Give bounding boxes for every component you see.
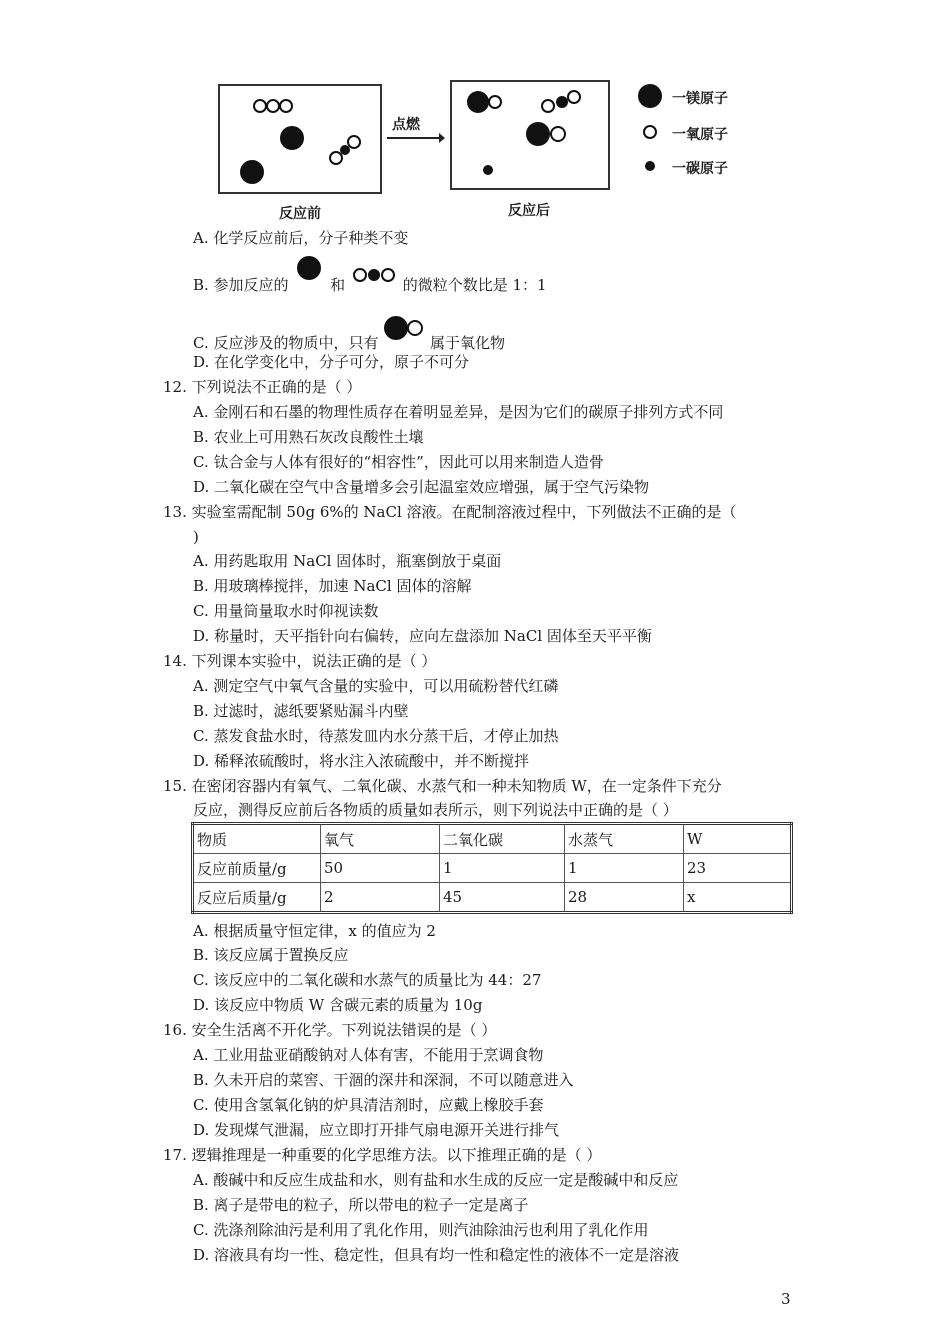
q17-stem: 17. 逻辑推理是一种重要的化学思维方法。以下推理正确的是（ ） (163, 1146, 602, 1164)
q14-option-c: C. 蒸发食盐水时，待蒸发皿内水分蒸干后，才停止加热 (193, 727, 559, 745)
after-label: 反应后 (508, 203, 550, 219)
q11-option-c: C. 反应涉及的物质中，只有 属于氧化物 (193, 316, 505, 352)
q16-option-a: A. 工业用盐亚硝酸钠对人体有害，不能用于烹调食物 (193, 1046, 544, 1064)
legend-carbon: 一碳原子 (672, 161, 728, 177)
q14-option-b: B. 过滤时，滤纸要紧贴漏斗内壁 (193, 702, 409, 720)
q12-option-d: D. 二氧化碳在空气中含量增多会引起温室效应增强，属于空气污染物 (193, 478, 650, 496)
carbon-dioxide-molecule-icon (330, 136, 360, 164)
magnesium-atom-icon (638, 84, 662, 108)
q11-option-b: B. 参加反应的 和 的微粒个数比是 1：1 (193, 266, 547, 294)
q17-option-a: A. 酸碱中和反应生成盐和水，则有盐和水生成的反应一定是酸碱中和反应 (193, 1171, 679, 1189)
oxygen-atom-icon (644, 126, 656, 138)
mass-table (191, 822, 793, 914)
table-cell: 1 (440, 854, 565, 883)
after-reaction-box (450, 80, 610, 190)
table-row (193, 883, 792, 913)
q17-option-c: C. 洗涤剂除油污是利用了乳化作用，则汽油除油污也利用了乳化作用 (193, 1221, 649, 1239)
reaction-arrow-icon (385, 131, 445, 145)
oxygen-molecule-icon (254, 100, 292, 112)
legend-oxygen: 一氧原子 (672, 127, 728, 143)
q17-option-d: D. 溶液具有均一性、稳定性，但具有均一性和稳定性的液体不一定是溶液 (193, 1246, 680, 1264)
q15-option-b: B. 该反应属于置换反应 (193, 946, 349, 964)
table-cell: 2 (321, 883, 440, 913)
table-cell: 水蒸气 (565, 824, 684, 854)
table-row (193, 824, 792, 854)
q17-option-b: B. 离子是带电的粒子，所以带电的粒子一定是离子 (193, 1196, 529, 1214)
q13-option-d: D. 称量时，天平指针向右偏转，应向左盘添加 NaCl 固体至天平平衡 (193, 627, 652, 645)
q15-option-c: C. 该反应中的二氧化碳和水蒸气的质量比为 44：27 (193, 971, 542, 989)
q13-stem: 13. 实验室需配制 50g 6%的 NaCl 溶液。在配制溶液过程中，下列做法不正确的是（ (163, 503, 737, 521)
q14-option-a: A. 测定空气中氧气含量的实验中，可以用硫粉替代红磷 (193, 677, 559, 695)
page-number: 3 (781, 1290, 791, 1308)
q11-option-d: D. 在化学变化中，分子可分，原子不可分 (193, 353, 470, 371)
legend-magnesium: 一镁原子 (672, 91, 728, 107)
magnesium-oxide-molecule-icon (383, 316, 425, 344)
q16-option-d: D. 发现煤气泄漏，应立即打开排气扇电源开关进行排气 (193, 1121, 560, 1139)
before-particles (220, 86, 380, 192)
q13-stem-cont: ) (193, 528, 199, 546)
legend-icons (636, 84, 666, 184)
q12-option-b: B. 农业上可用熟石灰改良酸性土壤 (193, 428, 424, 446)
table-cell: 45 (440, 883, 565, 913)
table-cell: 反应前质量/g (193, 854, 321, 883)
q13-option-c: C. 用量筒量取水时仰视读数 (193, 602, 379, 620)
table-cell: 物质 (193, 824, 321, 854)
table-row (193, 854, 792, 883)
table-cell: 1 (565, 854, 684, 883)
magnesium-oxide-molecule-icon (526, 122, 565, 146)
q11-option-a: A. 化学反应前后，分子种类不变 (193, 229, 409, 247)
q12-stem: 12. 下列说法不正确的是（ ） (163, 378, 362, 396)
carbon-atom-icon (483, 165, 493, 175)
table-cell: 反应后质量/g (193, 883, 321, 913)
table-cell: 50 (321, 854, 440, 883)
q15-stem: 15. 在密闭容器内有氧气、二氧化碳、水蒸气和一种未知物质 W，在一定条件下充分 (163, 777, 722, 795)
magnesium-atom-icon (240, 160, 264, 184)
table-cell: 氧气 (321, 824, 440, 854)
carbon-atom-icon (645, 161, 655, 171)
oxygen-molecule-icon (351, 266, 397, 284)
before-label: 反应前 (279, 206, 321, 222)
q12-option-a: A. 金刚石和石墨的物理性质存在着明显差异，是因为它们的碳原子排列方式不同 (193, 403, 724, 421)
q12-option-c: C. 钛合金与人体有很好的“相容性”，因此可以用来制造人造骨 (193, 453, 604, 471)
table-cell: W (684, 824, 792, 854)
q15-stem-cont: 反应，测得反应前后各物质的质量如表所示，则下列说法中正确的是（ ） (193, 801, 678, 819)
arrow-label: 点燃 (392, 117, 420, 133)
q16-stem: 16. 安全生活离不开化学。下列说法错误的是（ ） (163, 1021, 497, 1039)
after-particles (452, 82, 608, 188)
table-cell: 23 (684, 854, 792, 883)
magnesium-oxide-molecule-icon (467, 91, 501, 113)
magnesium-atom-icon (295, 266, 323, 294)
q14-stem: 14. 下列课本实验中，说法正确的是（ ） (163, 652, 437, 670)
table-cell: x (684, 883, 792, 913)
q13-option-a: A. 用药匙取用 NaCl 固体时，瓶塞倒放于桌面 (193, 552, 502, 570)
before-reaction-box (218, 84, 382, 194)
table-cell: 28 (565, 883, 684, 913)
q14-option-d: D. 稀释浓硫酸时，将水注入浓硫酸中，并不断搅拌 (193, 752, 530, 770)
q15-option-a: A. 根据质量守恒定律，x 的值应为 2 (193, 922, 436, 940)
oxygen-molecule-icon (542, 91, 580, 112)
q13-option-b: B. 用玻璃棒搅拌，加速 NaCl 固体的溶解 (193, 577, 472, 595)
q15-option-d: D. 该反应中物质 W 含碳元素的质量为 10g (193, 996, 483, 1014)
q16-option-b: B. 久未开启的菜窖、干涸的深井和深洞，不可以随意进入 (193, 1071, 574, 1089)
q16-option-c: C. 使用含氢氧化钠的炉具清洁剂时，应戴上橡胶手套 (193, 1096, 544, 1114)
table-cell: 二氧化碳 (440, 824, 565, 854)
magnesium-atom-icon (280, 126, 304, 150)
